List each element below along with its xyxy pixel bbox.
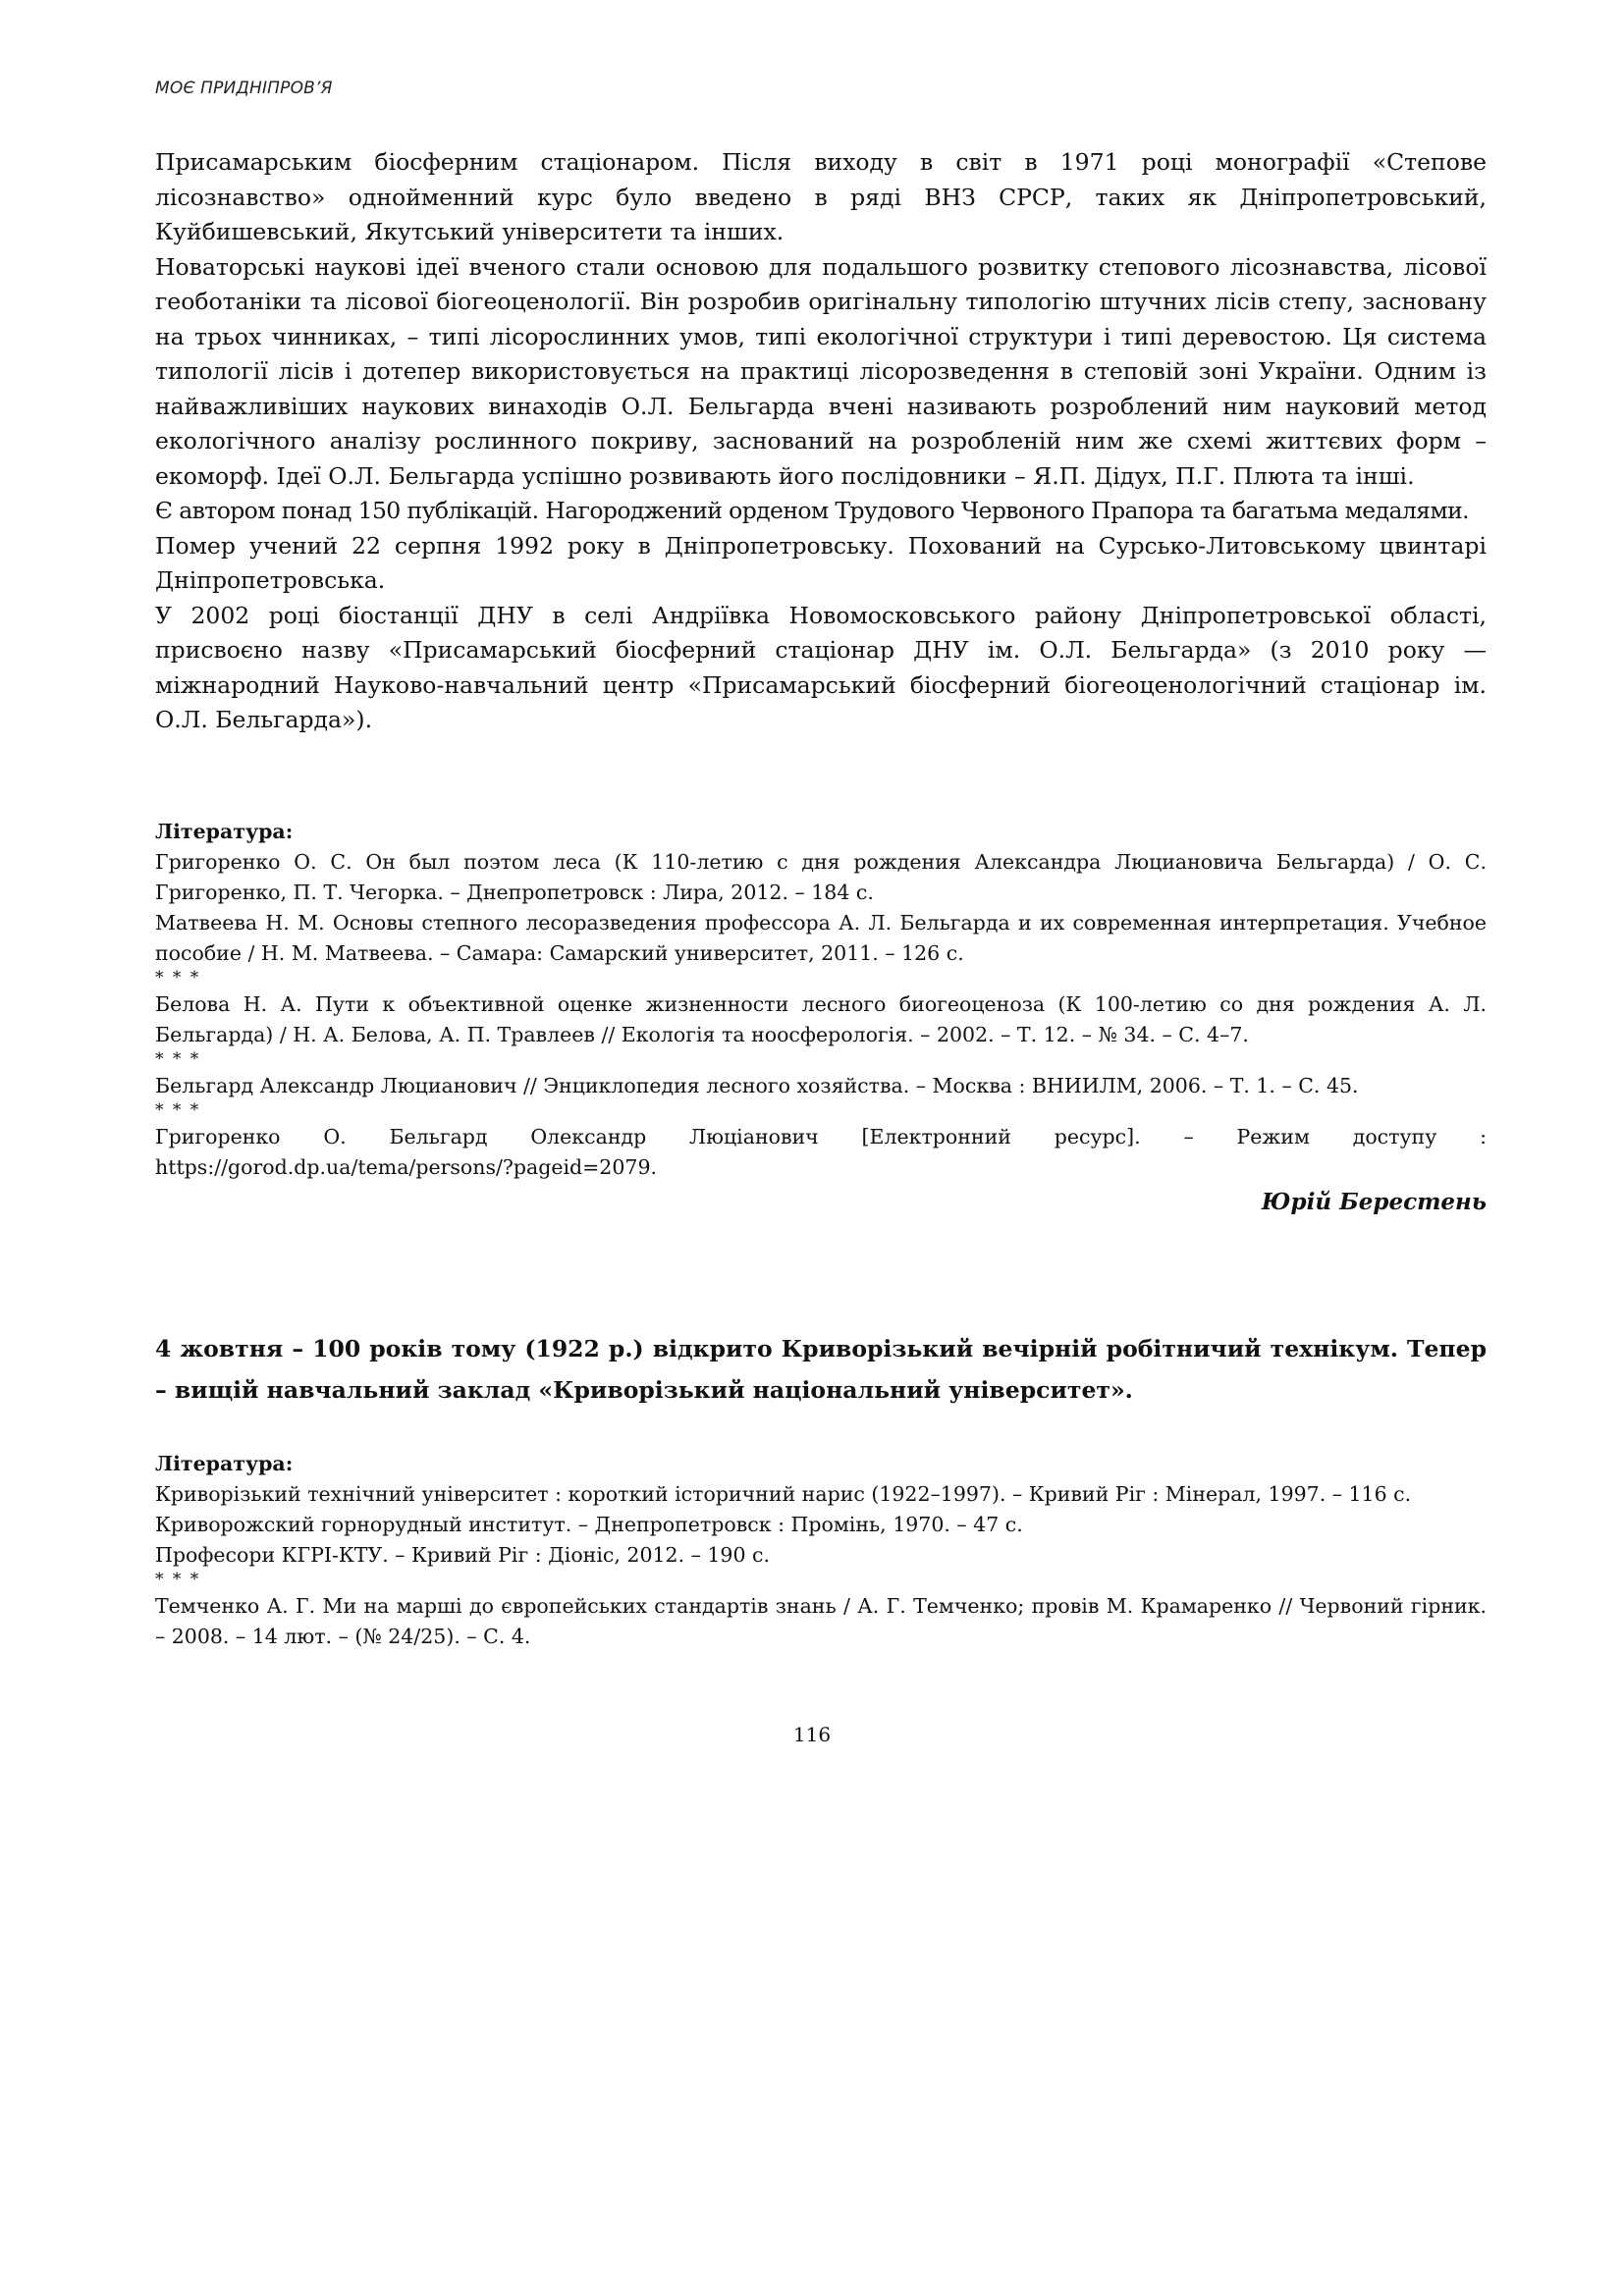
- reference-item: Криворожский горнорудный институт. – Днепропетровск : Промінь, 1970. – 47 с.: [155, 1513, 1023, 1536]
- reference-item: Темченко А. Г. Ми на марші до європейських стандартів знань / А. Г. Темченко; провів М. Крамаренко // Червоний гірник. – 2008. – 14 лют. – (№ 24/25). – С. 4.: [155, 1594, 1487, 1648]
- separator: * * *: [155, 1570, 201, 1589]
- event-literature: [155, 1449, 1487, 1652]
- event-heading: 4 жовтня – 100 років тому (1922 р.) відкрито Криворізький вечірній робітничий технікум. Тепер – вищій навчальний заклад «Криворізький національний університет».: [155, 1335, 1487, 1404]
- author-signature: Юрій Берестень: [1261, 1189, 1487, 1215]
- paragraph: Присамарським біосферним стаціонаром. Після виходу в світ в 1971 році монографії «Степове лісознавство» однойменний курс було введено в ряді ВНЗ СРСР, таких як Дніпропетровський, Куйбишевський, Якутський університети та інших.: [155, 148, 1487, 245]
- page-number: 116: [792, 1723, 832, 1746]
- paragraph: Помер учений 22 серпня 1992 року в Дніпропетровську. Похований на Сурсько-Литовському цвинтарі Дніпропетровська.: [155, 531, 1487, 594]
- paragraph: Є автором понад 150 публікацій. Нагороджений орденом Трудового Червоного Прапора та багатьма медалями.: [155, 497, 1470, 524]
- reference-item: Криворізький технічний університет : короткий історичний нарис (1922–1997). – Кривий Ріг : Мінерал, 1997. – 116 с.: [155, 1482, 1412, 1506]
- reference-item: Григоренко О. Бельгард Олександр Люціанович [Електронний ресурс]. – Режим доступу :: [155, 1125, 1487, 1148]
- separator: * * *: [155, 968, 201, 988]
- reference-item: Бельгард Александр Люцианович // Энциклопедия лесного хозяйства. – Москва : ВНИИЛМ, 2006. – Т. 1. – С. 45.: [155, 1074, 1359, 1097]
- reference-item: Професори КГРІ-КТУ. – Кривий Ріг : Діоніс, 2012. – 190 с.: [155, 1543, 771, 1567]
- literature-heading: Література:: [155, 1452, 294, 1475]
- reference-item: Матвеева Н. М. Основы степного лесоразведения профессора А. Л. Бельгарда и их современная интерпретация. Учебное пособие / Н. М. Матвеева. – Самара: Самарский университет, 2011. – 126 с.: [155, 911, 1487, 965]
- reference-item: Белова Н. А. Пути к объективной оценке жизненности лесного биогеоценоза (К 100-летию со дня рождения А. Л. Бельгарда) / Н. А. Белова, А. П. Травлеев // Екологія та ноосферологія. – 2002. – Т. 12. – № 34. – С. 4–7.: [155, 992, 1487, 1046]
- running-header: МОЄ ПРИДНІПРОВ’Я: [155, 79, 333, 98]
- article-literature: [155, 817, 1487, 1215]
- article-body: [155, 145, 1487, 738]
- reference-item: Григоренко О. С. Он был поэтом леса (К 110-летию с дня рождения Александра Люциановича Бельгарда) / О. С. Григоренко, П. Т. Чегорка. – Днепропетровск : Лира, 2012. – 184 с.: [155, 850, 1487, 904]
- literature-heading: Література:: [155, 820, 294, 843]
- separator: * * *: [155, 1049, 201, 1069]
- paragraph: У 2002 році біостанції ДНУ в селі Андріївка Новомосковського району Дніпропетровської області, присвоєно назву «Присамарський біосферний стаціонар ДНУ ім. О.Л. Бельгарда» (з 2010 року — міжнародний Науково-навчальний центр «Присамарський біосферний біогеоценологічний стаціонар ім. О.Л. Бельгарда»).: [155, 601, 1487, 733]
- event-section: [155, 1328, 1487, 1411]
- separator: * * *: [155, 1100, 201, 1120]
- paragraph: Новаторські наукові ідеї вченого стали основою для подальшого розвитку степового лісознавства, лісової геоботаніки та лісової біогеоценології. Він розробив оригінальну типологію штучних лісів степу, засновану на трьох чинниках, – типі лісорослинних умов, типі екологічної структури і типі деревостою. Ця система типології лісів і дотепер використовується на практиці лісорозведення в степовій зоні України. Одним із найважливіших наукових винаходів О.Л. Бельгарда вчені називають розроблений ним науковий метод екологічного аналізу рослинного покриву, заснований на розробленій ним же схемі життєвих форм – екоморф. Ідеї О.Л. Бельгарда успішно розвивають його послідовники – Я.П. Дідух, П.Г. Плюта та інші.: [155, 252, 1487, 490]
- reference-url: https://gorod.dp.ua/tema/persons/?pageid=2079.: [155, 1155, 657, 1179]
